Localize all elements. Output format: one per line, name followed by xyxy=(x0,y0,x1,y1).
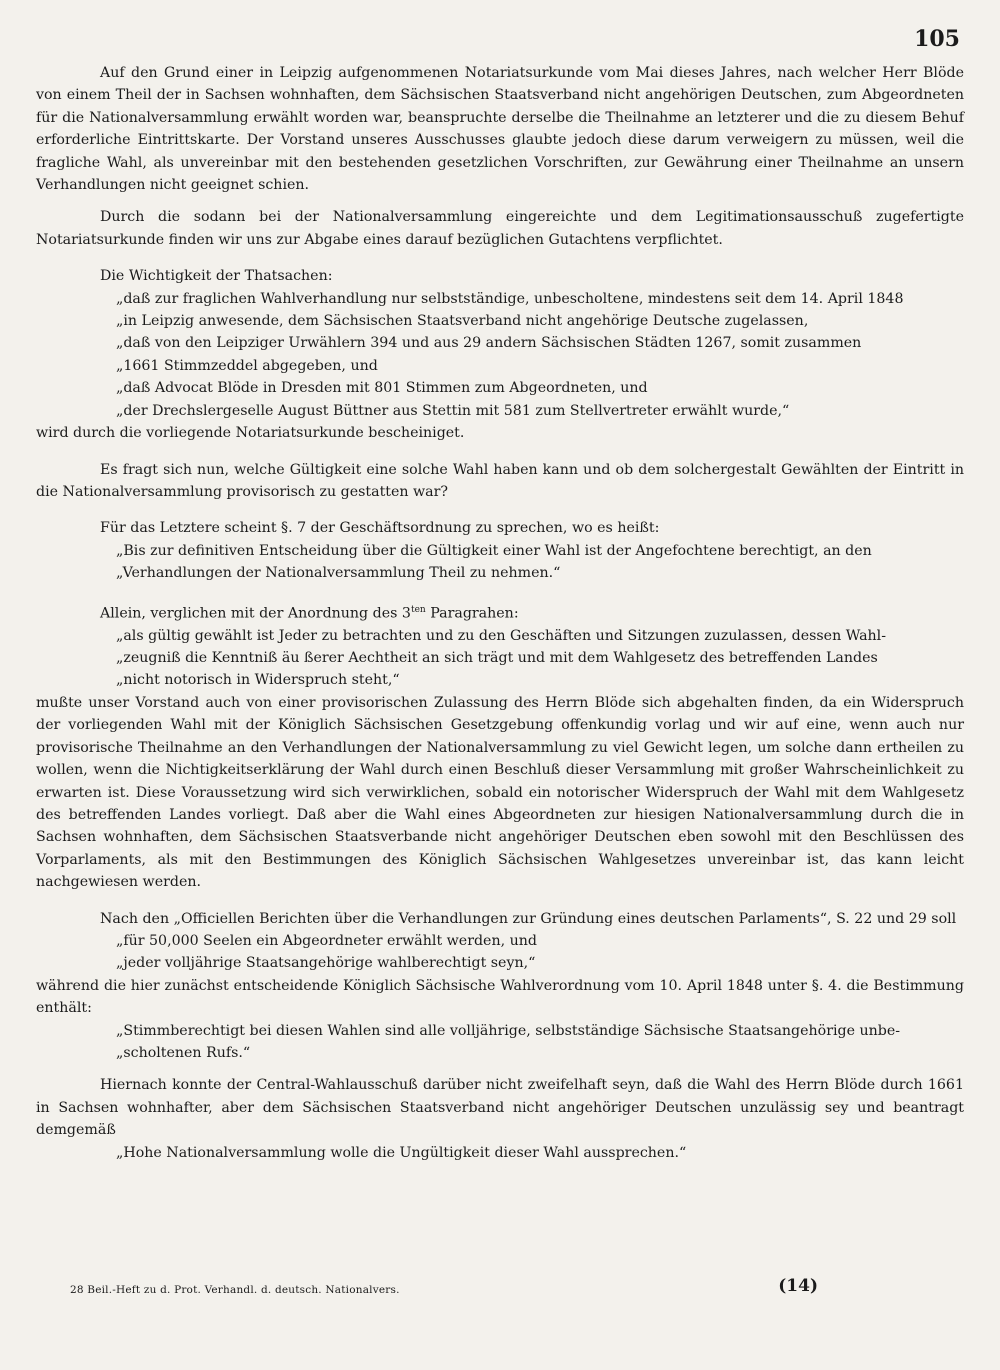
quote-block xyxy=(36,377,964,422)
paragraph-text: Allein, verglichen mit der Anordnung des 3 xyxy=(100,605,411,622)
quote-line: „daß zur fraglichen Wahlverhandlung nur selbstständige, unbescholtene, mindestens seit dem 14. April 1848 xyxy=(116,290,904,307)
quote-line: „in Leipzig anwesende, dem Sächsischen Staatsverband nicht angehörige Deutsche zugelassen, xyxy=(116,313,809,330)
quote-block xyxy=(36,1142,964,1164)
paragraph: wird durch die vorliegende Notariatsurkunde bescheiniget. xyxy=(36,425,465,442)
quote-line: „1661 Stimmzeddel abgegeben, und xyxy=(116,357,378,374)
quote-block xyxy=(36,288,964,333)
quote-line: „daß von den Leipziger Urwählern 394 und aus 29 andern Sächsischen Städten 1267, somit zusammen xyxy=(116,335,862,352)
signature-mark: (14) xyxy=(778,1276,818,1296)
quote-block xyxy=(36,540,964,585)
paragraph: Es fragt sich nun, welche Gültigkeit eine solche Wahl haben kann und ob dem solchergestalt Gewählten der Eintritt in die Nationalversammlung provisorisch zu gestatten war? xyxy=(36,461,964,500)
paragraph: Nach den „Officiellen Berichten über die Verhandlungen zur Gründung eines deutschen Parlaments“, S. 22 und 29 soll xyxy=(100,910,957,927)
footer-note: 28 Beil.-Heft zu d. Prot. Verhandl. d. deutsch. Nationalvers. xyxy=(70,1284,400,1296)
quote-line: „scholtenen Rufs.“ xyxy=(116,1044,251,1061)
quote-block xyxy=(36,625,964,692)
quote-block xyxy=(36,1020,964,1065)
superscript: ten xyxy=(410,604,426,615)
quote-line: „jeder volljährige Staatsangehörige wahlberechtigt seyn,“ xyxy=(116,955,536,972)
paragraph: Auf den Grund einer in Leipzig aufgenommenen Notariatsurkunde vom Mai dieses Jahres, nach welcher Herr Blöde von einem Theil der in Sachsen wohnhaften, dem Sächsischen Staatsverband nicht angehörigen Deutschen, zum Abgeordneten für die Nationalversammlung erwählt worden war, beanspruchte derselbe die Theilnahme an letzterer und die zu diesem Behuf erforderliche Eintrittskarte. Der Vorstand unseres Ausschusses glaubte jedoch diese darum verweigern zu müssen, weil die fragliche Wahl, als unvereinbar mit den bestehenden gesetzlichen Vorschriften, zur Gewährung einer Theilnahme an unsern Verhandlungen nicht geeignet schien. xyxy=(36,65,964,194)
quote-line: „Bis zur definitiven Entscheidung über die Gültigkeit einer Wahl ist der Angefochtene berechtigt, an den xyxy=(116,542,872,559)
quote-block xyxy=(36,332,964,377)
quote-line: „für 50,000 Seelen ein Abgeordneter erwählt werden, und xyxy=(116,932,537,949)
paragraph-text: Paragrahen: xyxy=(425,605,519,622)
paragraph: während die hier zunächst entscheidende Königlich Sächsische Wahlverordnung vom 10. April 1848 unter §. 4. die Bestimmung enthält: xyxy=(36,977,964,1017)
page-number: 105 xyxy=(914,26,960,52)
quote-line: „Stimmberechtigt bei diesen Wahlen sind alle volljährige, selbstständige Sächsische Staatsangehörige unbe- xyxy=(116,1022,901,1039)
quote-line: „daß Advocat Blöde in Dresden mit 801 Stimmen zum Abgeordneten, und xyxy=(116,380,648,397)
quote-line: „als gültig gewählt ist Jeder zu betrachten und zu den Geschäften und Sitzungen zuzulassen, dessen Wahl- xyxy=(116,627,886,644)
paragraph: Für das Letztere scheint §. 7 der Geschäftsordnung zu sprechen, wo es heißt: xyxy=(100,520,660,537)
quote-line: „nicht notorisch in Widerspruch steht,“ xyxy=(116,672,400,689)
paragraph: Durch die sodann bei der Nationalversammlung eingereichte und dem Legitimationsausschuß zugefertigte Notariatsurkunde finden wir uns zur Abgabe eines darauf bezüglichen Gutachtens verpflichtet. xyxy=(36,209,964,248)
quote-block xyxy=(36,930,964,975)
quote-line: „Verhandlungen der Nationalversammlung Theil zu nehmen.“ xyxy=(116,565,561,582)
paragraph xyxy=(36,599,964,625)
paragraph: Die Wichtigkeit der Thatsachen: xyxy=(100,268,333,285)
paragraph: mußte unser Vorstand auch von einer provisorischen Zulassung des Herrn Blöde sich abgehalten finden, da ein Widerspruch der vorliegenden Wahl mit der Königlich Sächsischen Gesetzgebung offenkundig vorlag und wir auf eine, wenn auch nur provisorische Theilnahme an den Verhandlungen der Nationalversammlung zu viel Gewicht legen, um solche dann ertheilen zu wollen, wenn die Nichtigkeitserklärung der Wahl durch einen Beschluß dieser Versammlung mit großer Wahrscheinlichkeit zu erwarten ist. Diese Voraussetzung wird sich verwirklichen, sobald ein notorischer Widerspruch der Wahl mit dem Wahlgesetz des betreffenden Landes vorliegt. Daß aber die Wahl eines Abgeordneten zur hiesigen Nationalversammlung durch die in Sachsen wohnhaften, dem Sächsischen Staatsverbande nicht angehöriger Deutschen eben sowohl mit den Beschlüssen des Vorparlaments, als mit den Bestimmungen des Königlich Sächsischen Wahlgesetzes unvereinbar ist, das kann leicht nachgewiesen werden. xyxy=(36,694,964,891)
document-body xyxy=(36,62,964,1164)
quote-line: „zeugniß die Kenntniß äu ßerer Aechtheit an sich trägt und mit dem Wahlgesetz des betreffenden Landes xyxy=(116,650,878,667)
quote-line: „Hohe Nationalversammlung wolle die Ungültigkeit dieser Wahl aussprechen.“ xyxy=(116,1144,687,1161)
paragraph: Hiernach konnte der Central-Wahlausschuß darüber nicht zweifelhaft seyn, daß die Wahl des Herrn Blöde durch 1661 in Sachsen wohnhafter, aber dem Sächsischen Staatsverband nicht angehöriger Deutschen unzulässig sey und beantragt demgemäß xyxy=(36,1077,964,1139)
quote-line: „der Drechslergeselle August Büttner aus Stettin mit 581 zum Stellvertreter erwählt wurde,“ xyxy=(116,402,790,419)
